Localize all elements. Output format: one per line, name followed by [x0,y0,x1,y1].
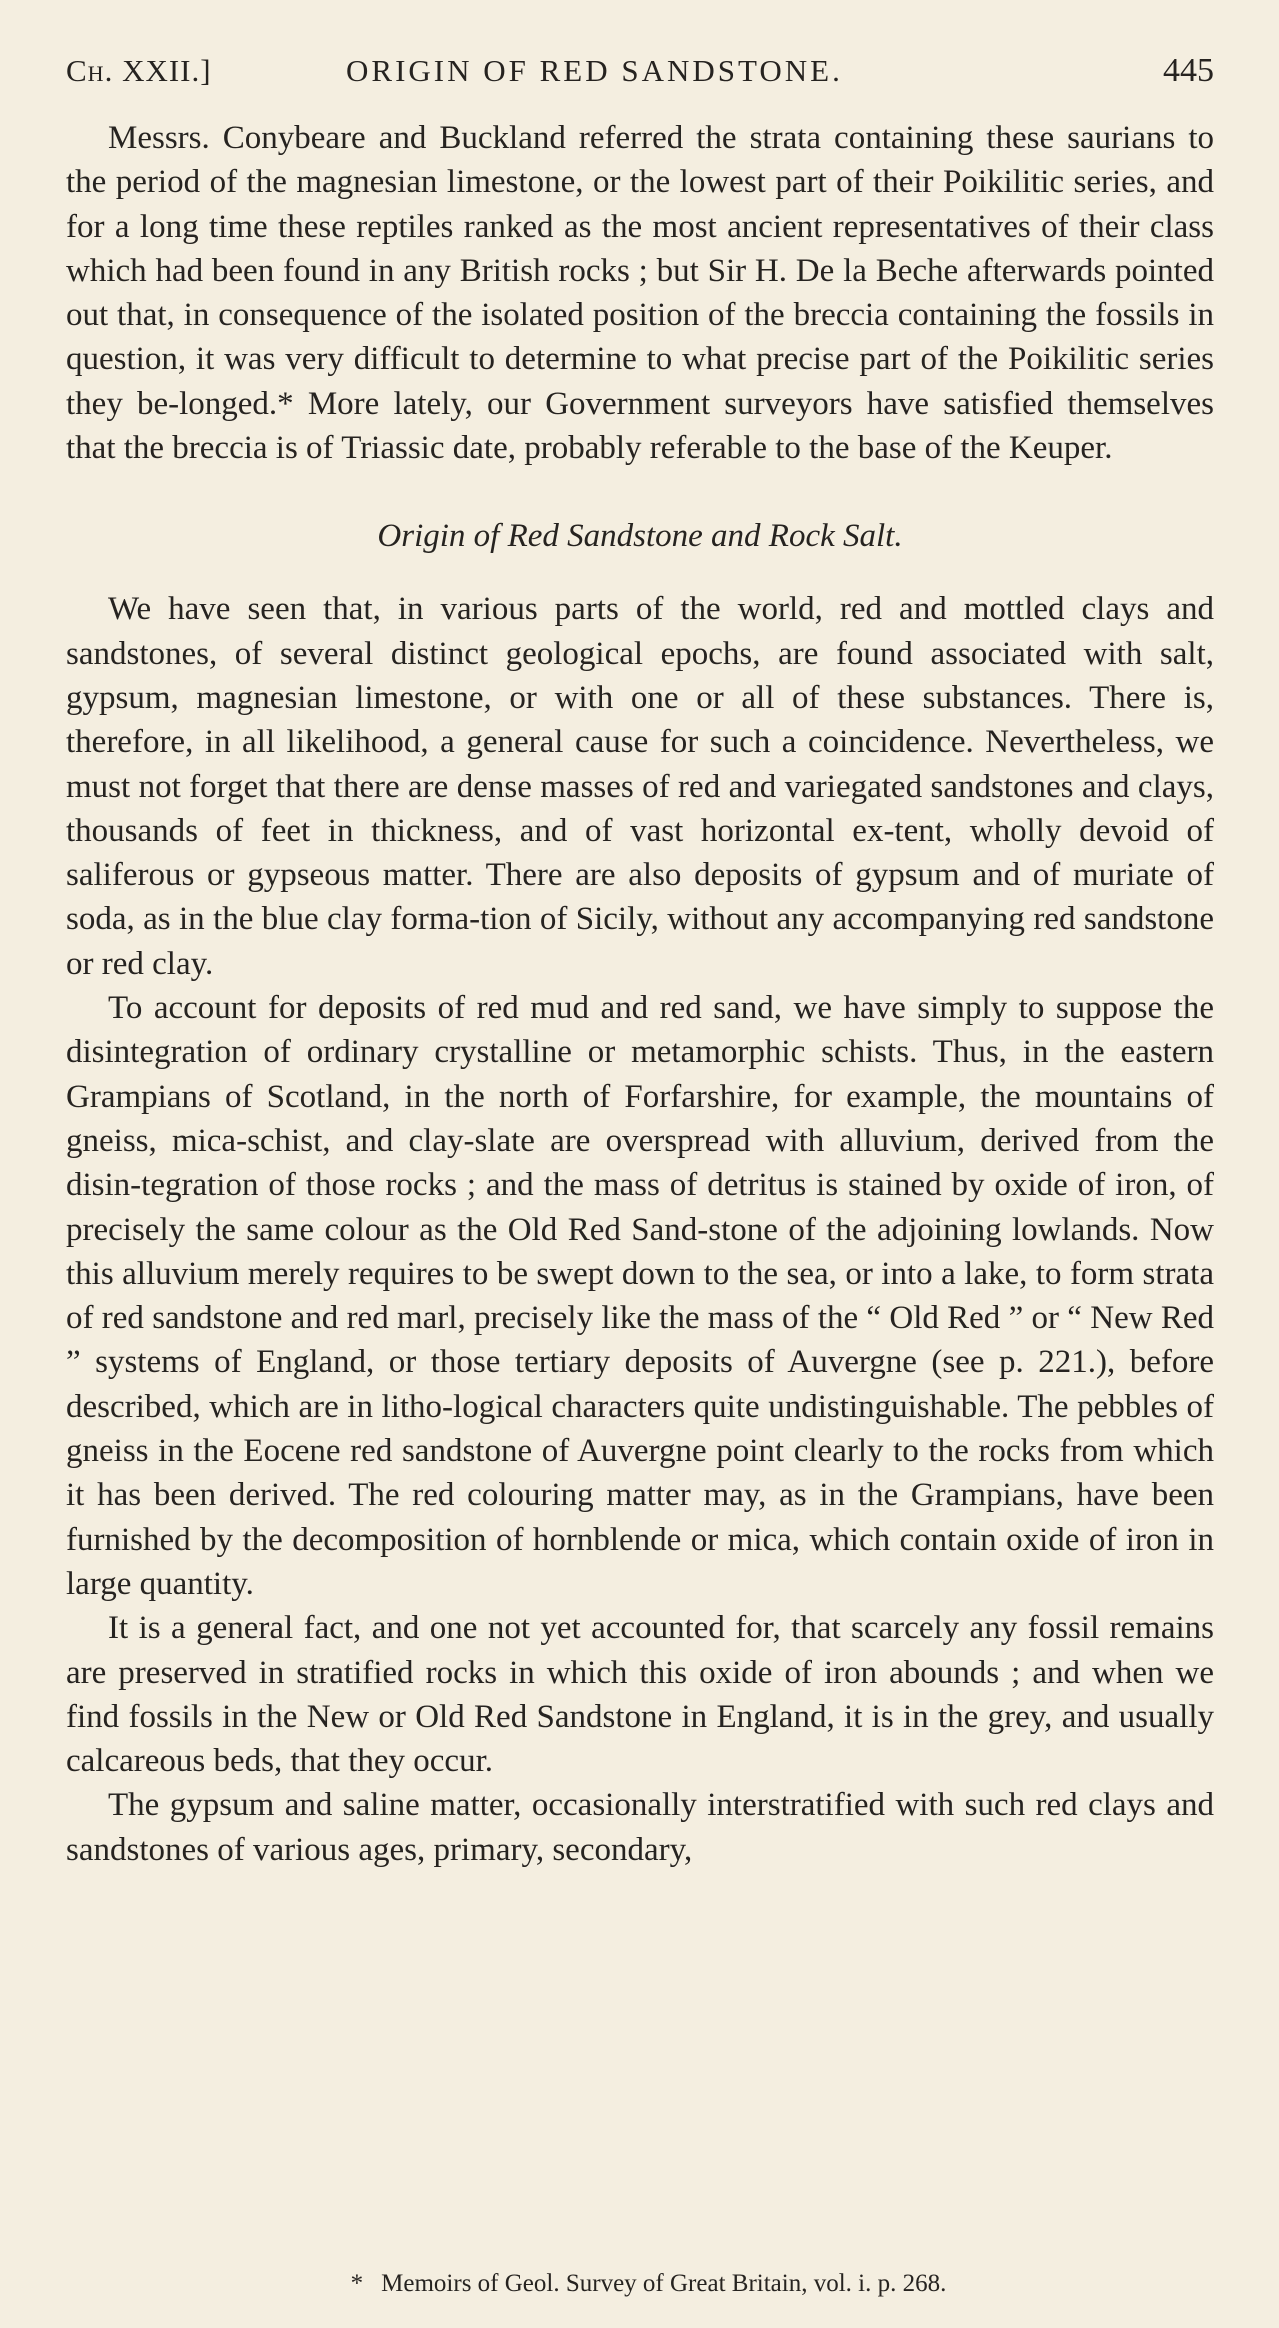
paragraph: It is a general fact, and one not yet accounted for, that scarcely any fossil remains are preserved in stratified rocks in which this oxide of iron abounds ; and when we find fossils in the New or Old Red Sandstone in England, it is in the grey, and usually calcareous beds, that they occur. [66,1610,1214,1780]
section-heading: Origin of Red Sandstone and Rock Salt. [377,518,903,555]
body-text [66,116,1214,1872]
paragraph: The gypsum and saline matter, occasionally interstratified with such red clays and sandstones of various ages, primary, secondary, [66,1787,1214,1868]
paragraph: Messrs. Conybeare and Buckland referred the strata containing these saurians to the period of the magnesian limestone, or the lowest part of their Poikilitic series, and for a long time these reptiles ranked as the most ancient representatives of their class which had been found in any British rocks ; but Sir H. De la Beche afterwards pointed out that, in consequence of the isolated position of the breccia containing the fossils in question, it was very difficult to determine to what precise part of the Poikilitic series they be-longed.* More lately, our Government surveyors have satisfied themselves that the breccia is of Triassic date, probably referable to the base of the Keuper. [66,120,1214,467]
paragraph: To account for deposits of red mud and red sand, we have simply to suppose the disintegration of ordinary crystalline or metamorphic schists. Thus, in the eastern Grampians of Scotland, in the north of Forfarshire, for example, the mountains of gneiss, mica-schist, and clay-slate are overspread with alluvium, derived from the disin-tegration of those rocks ; and the mass of detritus is stained by oxide of iron, of precisely the same colour as the Old Red Sand-stone of the adjoining lowlands. Now this alluvium merely requires to be swept down to the sea, or into a lake, to form strata of red sandstone and red marl, precisely like the mass of the “ Old Red ” or “ New Red ” systems of England, or those tertiary deposits of Auvergne (see p. 221.), before described, which are in litho-logical characters quite undistinguishable. The pebbles of gneiss in the Eocene red sandstone of Auvergne point clearly to the rocks from which it has been derived. The red colouring matter may, as in the Grampians, have been furnished by the decomposition of hornblende or mica, which contain oxide of iron in large quantity. [66,990,1214,1602]
paragraph: We have seen that, in various parts of the world, red and mottled clays and sandstones, of several distinct geological epochs, are found associated with salt, gypsum, magnesian limestone, or with one or all of these substances. There is, therefore, in all likelihood, a general cause for such a coincidence. Nevertheless, we must not forget that there are dense masses of red and variegated sandstones and clays, thousands of feet in thickness, and of vast horizontal ex-tent, wholly devoid of saliferous or gypseous matter. There are also deposits of gypsum and of muriate of soda, as in the blue clay forma-tion of Sicily, without any accompanying red sandstone or red clay. [66,591,1214,982]
chapter-label: Ch. XXII.] [66,53,212,88]
running-title: ORIGIN OF RED SANDSTONE. [346,53,843,88]
footnote-marker: * [350,2270,364,2297]
page-number: 445 [1163,52,1214,89]
footnote-text: Memoirs of Geol. Survey of Great Britain, vol. i. p. 268. [381,2270,947,2297]
running-header [66,46,1214,96]
footnote [0,2268,1279,2300]
